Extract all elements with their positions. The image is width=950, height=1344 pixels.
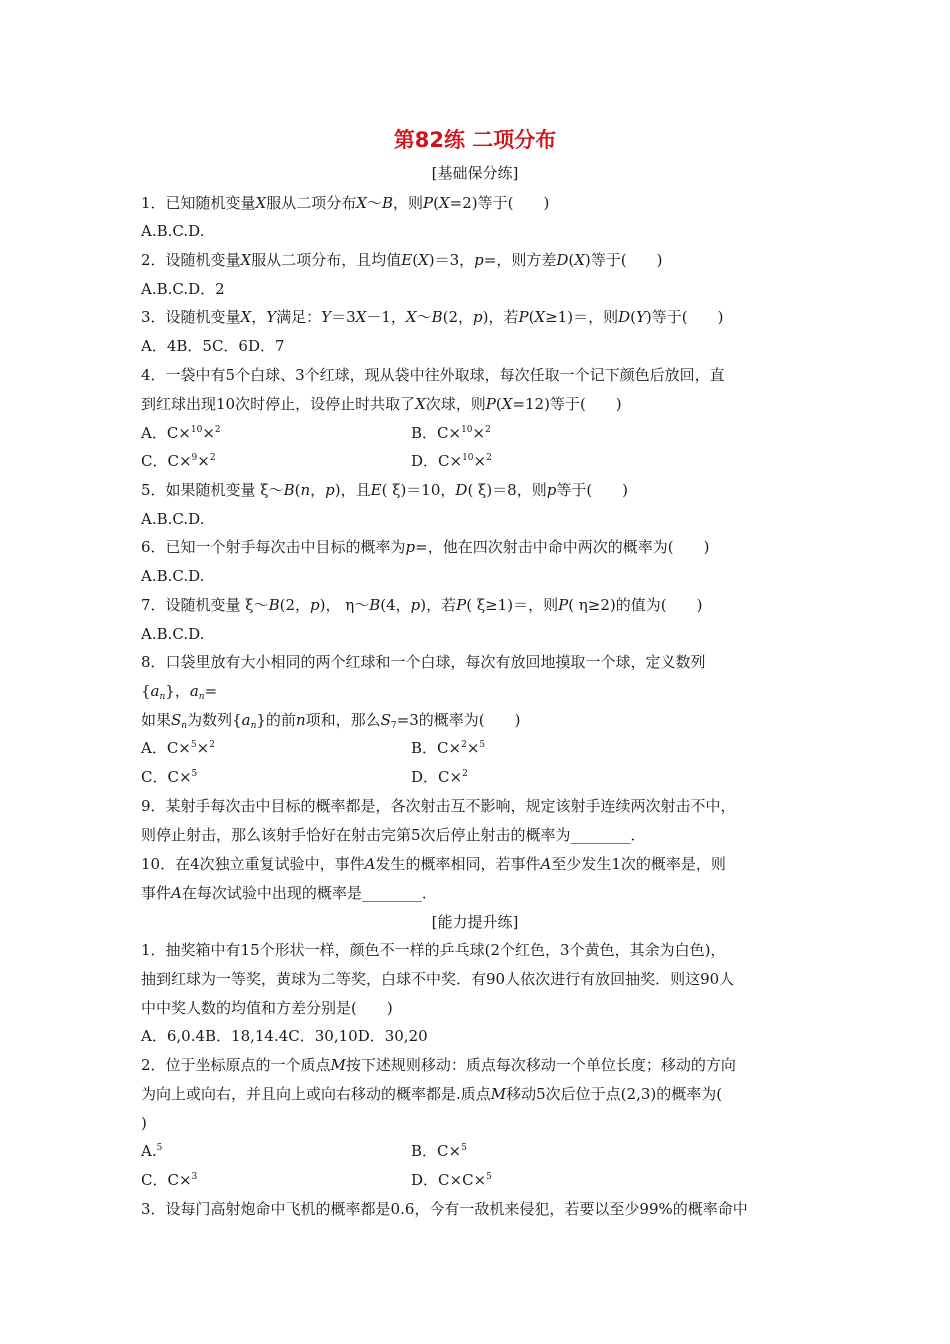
question-4-option-c: C．C×$^9$×$^2$ xyxy=(141,452,216,470)
question-6-options: A.B.C.D. xyxy=(141,567,205,585)
question-2-options: A.B.C.D．2 xyxy=(141,280,225,298)
question-3-options: A．4B．5C．6D．7 xyxy=(141,337,285,355)
question-4-option-a: A．C×$^{10}$×$^2$ xyxy=(141,424,221,442)
section-heading-advanced: [能力提升练] xyxy=(431,913,519,931)
question-4-option-d: D．C×$^{10}$×$^2$ xyxy=(411,452,492,470)
advanced-question-2-option-c: C．C×$^3$ xyxy=(141,1171,198,1189)
question-9-line-1: 9．某射手每次击中目标的概率都是，各次射击互不影响，规定该射手连续两次射击不中， xyxy=(141,797,736,815)
question-5-options: A.B.C.D. xyxy=(141,510,205,528)
question-1-options: A.B.C.D. xyxy=(141,222,205,240)
question-7: 7．设随机变量 ξ～B(2，p)， η～B(4，p)，若P( ξ≥1)＝，则P( η≥2)的值为( ) xyxy=(141,596,703,614)
advanced-question-3-line-1: 3．设每门高射炮命中飞机的概率都是0.6，今有一敌机来侵犯，若要以至少99%的概率命中 xyxy=(141,1200,748,1218)
advanced-question-1-line-2: 抽到红球为一等奖，黄球为二等奖，白球不中奖．有90人依次进行有放回抽奖．则这90人 xyxy=(141,970,735,988)
question-9-line-2: 则停止射击，那么该射手恰好在射击完第5次后停止射击的概率为________． xyxy=(141,826,646,844)
question-8-option-a: A．C×$^5$×$^2$ xyxy=(141,739,215,757)
question-4-option-b: B．C×$^{10}$×$^2$ xyxy=(411,424,491,442)
advanced-question-2-option-d: D．C×C×$^5$ xyxy=(411,1171,492,1189)
advanced-question-2-option-b: B．C×$^5$ xyxy=(411,1142,467,1160)
question-8-option-d: D．C×$^2$ xyxy=(411,768,468,786)
question-2: 2．设随机变量X服从二项分布，且均值E(X)＝3，p=，则方差D(X)等于( ) xyxy=(141,251,663,269)
question-8-option-b: B．C×$^2$×$^5$ xyxy=(411,739,486,757)
advanced-question-1-line-3: 中中奖人数的均值和方差分别是( ) xyxy=(141,999,393,1017)
question-1: 1．已知随机变量X服从二项分布X～B，则P(X=2)等于( ) xyxy=(141,194,550,212)
question-3: 3．设随机变量X，Y满足：Y＝3X－1，X～B(2，p)，若P(X≥1)＝，则D(Y)等于( ) xyxy=(141,308,724,326)
advanced-question-2-option-a: A.$^5$ xyxy=(141,1142,163,1160)
question-8-line-3: 如果$S_n$为数列$\{a_n\}$的前n项和，那么$S_7=3$的概率为( ) xyxy=(141,711,521,731)
question-8-line-2: $\{a_n\}$，$a_n=$ xyxy=(141,682,218,702)
question-5: 5．如果随机变量 ξ～B(n，p)，且E( ξ)＝10，D( ξ)＝8，则p等于( ) xyxy=(141,481,629,499)
advanced-question-2-line-1: 2．位于坐标原点的一个质点M按下述规则移动：质点每次移动一个单位长度；移动的方向 xyxy=(141,1056,736,1074)
question-10-line-2: 事件A在每次试验中出现的概率是________． xyxy=(141,884,437,902)
section-heading-basic: [基础保分练] xyxy=(431,164,519,182)
page-title: 第82练 二项分布 xyxy=(393,128,557,152)
question-4-line-1: 4．一袋中有5个白球、3个红球，现从袋中往外取球，每次任取一个记下颜色后放回，直 xyxy=(141,366,725,384)
question-8-line-1: 8．口袋里放有大小相同的两个红球和一个白球，每次有放回地摸取一个球，定义数列 xyxy=(141,653,706,671)
question-4-line-2: 到红球出现10次时停止，设停止时共取了X次球，则P(X=12)等于( ) xyxy=(141,395,622,413)
question-6: 6．已知一个射手每次击中目标的概率为p=，他在四次射击中命中两次的概率为( ) xyxy=(141,538,710,556)
advanced-question-1-line-1: 1．抽奖箱中有15个形状一样，颜色不一样的乒乓球(2个红色，3个黄色，其余为白色)， xyxy=(141,941,726,959)
question-10-line-1: 10．在4次独立重复试验中，事件A发生的概率相同，若事件A至少发生1次的概率是，则 xyxy=(141,855,726,873)
advanced-question-2-line-3: ) xyxy=(141,1114,147,1132)
advanced-question-1-options: A．6,0.4B．18,14.4C．30,10D．30,20 xyxy=(141,1027,428,1045)
question-8-option-c: C．C×$^5$ xyxy=(141,768,198,786)
question-7-options: A.B.C.D. xyxy=(141,625,205,643)
advanced-question-2-line-2: 为向上或向右，并且向上或向右移动的概率都是.质点M移动5次后位于点(2,3)的概率为( xyxy=(141,1085,723,1103)
